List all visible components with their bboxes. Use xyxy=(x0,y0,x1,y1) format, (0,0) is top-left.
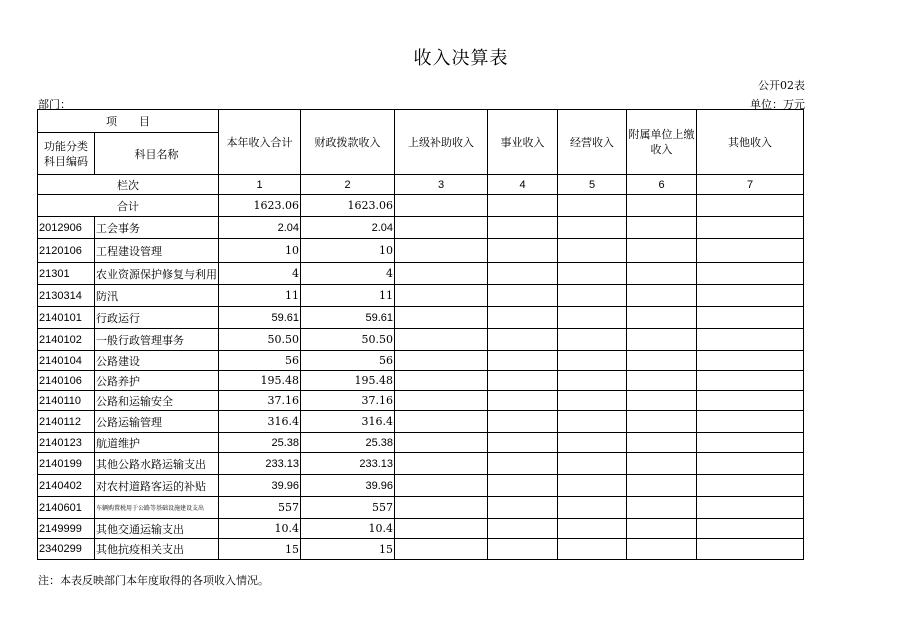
column-number-4: 4 xyxy=(488,175,558,195)
empty-cell xyxy=(488,195,558,217)
row-fiscal: 2.04 xyxy=(301,217,395,239)
empty-cell xyxy=(395,239,488,263)
row-code: 2149999 xyxy=(38,519,95,539)
table-row xyxy=(38,453,804,475)
department-label: 部门： xyxy=(38,98,71,111)
row-code: 2140106 xyxy=(38,371,95,391)
empty-cell xyxy=(627,285,697,307)
column-number-1: 1 xyxy=(219,175,301,195)
row-code: 2140102 xyxy=(38,329,95,351)
empty-cell xyxy=(395,539,488,560)
column-number-5: 5 xyxy=(558,175,627,195)
row-fiscal: 59.61 xyxy=(301,307,395,329)
row-total: 11 xyxy=(219,285,301,307)
form-number: 公开02表 xyxy=(758,79,805,92)
empty-cell xyxy=(395,371,488,391)
empty-cell xyxy=(558,195,627,217)
row-name: 其他公路水路运输支出 xyxy=(95,453,219,475)
row-total: 25.38 xyxy=(219,433,301,453)
empty-cell xyxy=(697,239,804,263)
header-name: 科目名称 xyxy=(95,133,219,175)
empty-cell xyxy=(488,475,558,497)
empty-cell xyxy=(488,453,558,475)
empty-cell xyxy=(488,307,558,329)
row-name: 防汛 xyxy=(95,285,219,307)
row-name: 行政运行 xyxy=(95,307,219,329)
empty-cell xyxy=(488,239,558,263)
row-code: 21301 xyxy=(38,263,95,285)
empty-cell xyxy=(558,307,627,329)
empty-cell xyxy=(395,519,488,539)
row-fiscal: 557 xyxy=(301,497,395,519)
empty-cell xyxy=(395,285,488,307)
empty-cell xyxy=(395,263,488,285)
column-number-3: 3 xyxy=(395,175,488,195)
row-fiscal: 10.4 xyxy=(301,519,395,539)
empty-cell xyxy=(558,371,627,391)
table-row xyxy=(38,475,804,497)
row-total: 316.4 xyxy=(219,411,301,433)
empty-cell xyxy=(488,371,558,391)
empty-cell xyxy=(558,519,627,539)
empty-cell xyxy=(697,371,804,391)
column-number-6: 6 xyxy=(627,175,697,195)
row-name: 农业资源保护修复与利用 xyxy=(95,263,219,285)
row-code: 2140104 xyxy=(38,351,95,371)
empty-cell xyxy=(488,351,558,371)
empty-cell xyxy=(697,307,804,329)
table-row xyxy=(38,391,804,411)
row-name: 对农村道路客运的补贴 xyxy=(95,475,219,497)
row-name: 工会事务 xyxy=(95,217,219,239)
empty-cell xyxy=(488,519,558,539)
empty-cell xyxy=(558,285,627,307)
column-row-label: 栏次 xyxy=(38,175,219,195)
empty-cell xyxy=(627,307,697,329)
empty-cell xyxy=(395,329,488,351)
table-row xyxy=(38,371,804,391)
empty-cell xyxy=(558,433,627,453)
empty-cell xyxy=(488,411,558,433)
row-code: 2012906 xyxy=(38,217,95,239)
row-total: 2.04 xyxy=(219,217,301,239)
empty-cell xyxy=(697,195,804,217)
row-fiscal: 37.16 xyxy=(301,391,395,411)
empty-cell xyxy=(697,519,804,539)
column-number-2: 2 xyxy=(301,175,395,195)
header-item: 项 目 xyxy=(38,110,219,133)
empty-cell xyxy=(627,433,697,453)
empty-cell xyxy=(488,329,558,351)
row-total: 233.13 xyxy=(219,453,301,475)
empty-cell xyxy=(558,263,627,285)
row-name: 公路养护 xyxy=(95,371,219,391)
empty-cell xyxy=(558,329,627,351)
empty-cell xyxy=(627,453,697,475)
row-fiscal: 15 xyxy=(301,539,395,560)
table-row xyxy=(38,285,804,307)
empty-cell xyxy=(395,351,488,371)
header-fiscal: 财政拨款收入 xyxy=(301,110,395,175)
row-fiscal: 233.13 xyxy=(301,453,395,475)
empty-cell xyxy=(697,475,804,497)
row-name: 车辆购置税用于公路等基础设施建设支出 xyxy=(95,497,219,519)
header-total: 本年收入合计 xyxy=(219,110,301,175)
row-name: 工程建设管理 xyxy=(95,239,219,263)
empty-cell xyxy=(697,411,804,433)
row-code: 2140601 xyxy=(38,497,95,519)
row-total: 50.50 xyxy=(219,329,301,351)
row-fiscal: 39.96 xyxy=(301,475,395,497)
table-row xyxy=(38,539,804,560)
table-row xyxy=(38,519,804,539)
header-other: 其他收入 xyxy=(697,110,804,175)
row-name: 其他抗疫相关支出 xyxy=(95,539,219,560)
empty-cell xyxy=(558,391,627,411)
empty-cell xyxy=(697,217,804,239)
empty-cell xyxy=(627,411,697,433)
row-fiscal: 4 xyxy=(301,263,395,285)
row-total: 10.4 xyxy=(219,519,301,539)
empty-cell xyxy=(488,391,558,411)
row-fiscal: 56 xyxy=(301,351,395,371)
empty-cell xyxy=(395,195,488,217)
empty-cell xyxy=(558,411,627,433)
empty-cell xyxy=(395,453,488,475)
row-fiscal: 25.38 xyxy=(301,433,395,453)
row-code: 2140402 xyxy=(38,475,95,497)
header-superior: 上级补助收入 xyxy=(395,110,488,175)
row-name: 公路和运输安全 xyxy=(95,391,219,411)
empty-cell xyxy=(395,217,488,239)
empty-cell xyxy=(488,217,558,239)
empty-cell xyxy=(627,329,697,351)
row-code: 2140123 xyxy=(38,433,95,453)
empty-cell xyxy=(558,217,627,239)
table-row xyxy=(38,329,804,351)
row-total: 37.16 xyxy=(219,391,301,411)
empty-cell xyxy=(488,263,558,285)
empty-cell xyxy=(697,263,804,285)
row-fiscal: 316.4 xyxy=(301,411,395,433)
unit-label: 单位：万元 xyxy=(750,98,805,111)
empty-cell xyxy=(697,285,804,307)
table-row xyxy=(38,433,804,453)
row-total: 10 xyxy=(219,239,301,263)
row-code: 2340299 xyxy=(38,539,95,560)
table-row xyxy=(38,239,804,263)
row-code: 2140101 xyxy=(38,307,95,329)
empty-cell xyxy=(627,239,697,263)
row-code: 2140110 xyxy=(38,391,95,411)
empty-cell xyxy=(627,391,697,411)
row-total: 15 xyxy=(219,539,301,560)
empty-cell xyxy=(488,539,558,560)
empty-cell xyxy=(558,239,627,263)
header-code-text: 功能分类 科目编码 xyxy=(44,139,88,168)
empty-cell xyxy=(627,263,697,285)
empty-cell xyxy=(627,371,697,391)
table-row xyxy=(38,217,804,239)
row-total: 4 xyxy=(219,263,301,285)
empty-cell xyxy=(558,475,627,497)
total-row-label: 合计 xyxy=(38,195,219,217)
row-name: 航道维护 xyxy=(95,433,219,453)
table-note: 注：本表反映部门本年度取得的各项收入情况。 xyxy=(38,574,269,587)
empty-cell xyxy=(697,433,804,453)
empty-cell xyxy=(558,453,627,475)
header-business: 事业收入 xyxy=(488,110,558,175)
row-total: 59.61 xyxy=(219,307,301,329)
header-operating: 经营收入 xyxy=(558,110,627,175)
empty-cell xyxy=(627,351,697,371)
empty-cell xyxy=(627,195,697,217)
total-row-total: 1623.06 xyxy=(219,195,301,217)
empty-cell xyxy=(697,453,804,475)
empty-cell xyxy=(627,539,697,560)
row-total: 39.96 xyxy=(219,475,301,497)
row-fiscal: 11 xyxy=(301,285,395,307)
income-table xyxy=(37,109,804,560)
empty-cell xyxy=(558,497,627,519)
empty-cell xyxy=(627,497,697,519)
row-code: 2140112 xyxy=(38,411,95,433)
row-total: 56 xyxy=(219,351,301,371)
row-code: 2120106 xyxy=(38,239,95,263)
empty-cell xyxy=(558,539,627,560)
column-number-7: 7 xyxy=(697,175,804,195)
table-row xyxy=(38,307,804,329)
row-fiscal: 10 xyxy=(301,239,395,263)
table-row xyxy=(38,497,804,519)
empty-cell xyxy=(697,329,804,351)
empty-cell xyxy=(697,351,804,371)
empty-cell xyxy=(395,475,488,497)
row-name: 其他交通运输支出 xyxy=(95,519,219,539)
empty-cell xyxy=(697,539,804,560)
header-affiliated xyxy=(627,110,697,175)
total-row-fiscal: 1623.06 xyxy=(301,195,395,217)
empty-cell xyxy=(488,433,558,453)
row-total: 557 xyxy=(219,497,301,519)
empty-cell xyxy=(697,497,804,519)
row-total: 195.48 xyxy=(219,371,301,391)
empty-cell xyxy=(395,497,488,519)
empty-cell xyxy=(558,351,627,371)
header-affiliated-text: 附属单位上缴收入 xyxy=(628,128,695,156)
table-row xyxy=(38,351,804,371)
empty-cell xyxy=(488,285,558,307)
empty-cell xyxy=(627,217,697,239)
empty-cell xyxy=(627,519,697,539)
row-fiscal: 195.48 xyxy=(301,371,395,391)
table-row xyxy=(38,263,804,285)
row-code: 2130314 xyxy=(38,285,95,307)
empty-cell xyxy=(395,391,488,411)
empty-cell xyxy=(488,497,558,519)
table-row xyxy=(38,411,804,433)
row-name: 一般行政管理事务 xyxy=(95,329,219,351)
page-title: 收入决算表 xyxy=(413,48,509,69)
empty-cell xyxy=(697,391,804,411)
empty-cell xyxy=(395,433,488,453)
empty-cell xyxy=(627,475,697,497)
header-code xyxy=(38,133,95,175)
row-code: 2140199 xyxy=(38,453,95,475)
empty-cell xyxy=(395,411,488,433)
row-fiscal: 50.50 xyxy=(301,329,395,351)
empty-cell xyxy=(395,307,488,329)
row-name: 公路建设 xyxy=(95,351,219,371)
row-name: 公路运输管理 xyxy=(95,411,219,433)
